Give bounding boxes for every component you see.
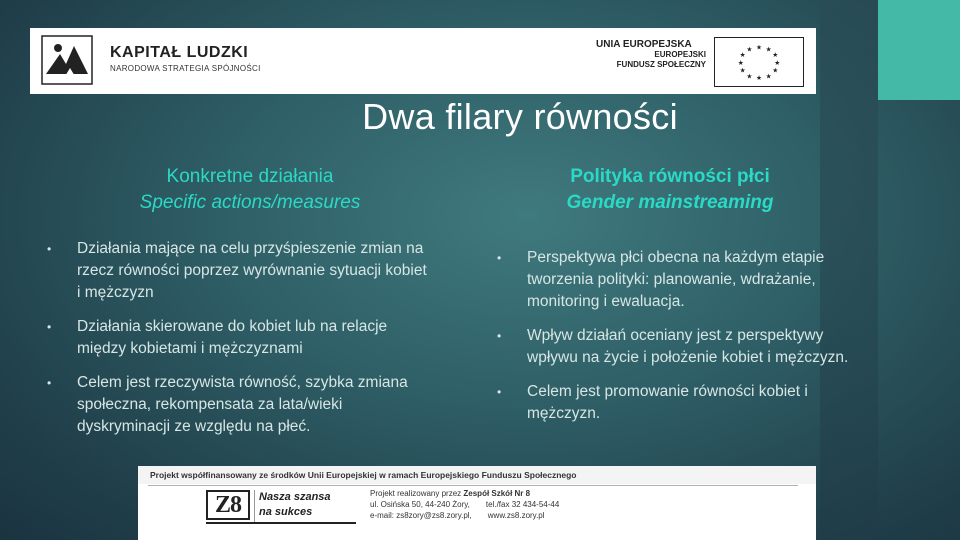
footer-divider [148,485,798,486]
footer-banner [138,466,816,540]
svg-text:★: ★ [765,72,772,81]
slogan-line-1: Nasza szansa [259,491,331,503]
right-bullet-list [497,247,877,437]
bullet-text: Działania skierowane do kobiet lub na relacje między kobietami i mężczyznami [77,318,388,357]
slogan-line-2: na sukces [259,506,313,518]
eu-line-2: EUROPEJSKI [654,50,706,59]
svg-text:★: ★ [739,66,746,75]
list-item [497,381,877,425]
bullet-icon: • [47,376,52,390]
bullet-icon: • [47,242,52,256]
address-row [370,499,800,510]
right-column-heading [470,164,870,216]
bullet-icon: • [497,329,502,343]
svg-text:★: ★ [755,43,763,52]
svg-text:★: ★ [737,58,744,67]
list-item [47,316,427,360]
svg-text:★: ★ [739,51,746,60]
realized-by-label: Projekt realizowany przez [370,489,462,498]
bullet-text: Wpływ działań oceniany jest z perspektywy wpływu na życie i położenie kobiet i mężczyzn. [527,327,849,366]
kapital-ludzki-logo-icon [40,34,94,86]
svg-text:★: ★ [772,51,779,60]
kapital-ludzki-subtitle: NARODOWA STRATEGIA SPÓJNOŚCI [110,64,261,73]
bullet-icon: • [47,320,52,334]
project-info [370,488,800,521]
logo-underline [206,522,356,524]
email: e-mail: zs8zory@zs8.zory.pl, [370,511,472,520]
eu-flag-icon [714,37,804,87]
bullet-text: Celem jest promowanie równości kobiet i mężczyzn. [527,383,808,422]
left-column-heading [90,164,410,216]
svg-text:★: ★ [774,58,781,67]
realized-by-row [370,488,800,499]
list-item [497,247,877,313]
bullet-icon: • [497,385,502,399]
eu-line-3: FUNDUSZ SPOŁECZNY [616,60,706,69]
address: ul. Osińska 50, 44-240 Żory, [370,500,470,509]
kapital-ludzki-title: KAPITAŁ LUDZKI [110,44,249,61]
right-heading-pl: Polityka równości płci [570,166,770,187]
bullet-icon: • [497,251,502,265]
left-bullet-list [47,238,427,450]
contact-row [370,510,800,521]
slide-title: Dwa filary równości [362,96,678,137]
eu-label [596,40,706,70]
list-item [47,372,427,438]
school-logo-icon: Z8 [206,490,250,520]
accent-tab [878,0,960,100]
funding-line: Projekt współfinansowany ze środków Unii Europejskiej w ramach Europejskiego Funduszu Społecznego [138,466,816,484]
phone: tel./fax 32 434-54-44 [485,500,560,509]
bullet-text: Celem jest rzeczywista równość, szybka zmiana społeczna, rekompensata za lata/wieki dyskryminacji ze względu na płeć. [77,374,408,435]
bullet-text: Działania mające na celu przyśpieszenie zmian na rzecz równości poprzez wyrównanie sytuacji kobiet i mężczyzn [77,240,427,301]
list-item [47,238,427,304]
eu-line-1: UNIA EUROPEJSKA [596,39,692,50]
right-heading-en: Gender mainstreaming [566,192,774,213]
svg-text:★: ★ [755,74,763,83]
header-banner [30,28,816,94]
left-heading-en: Specific actions/measures [139,192,361,213]
svg-text:★: ★ [746,72,753,81]
slogan [254,490,352,524]
svg-text:★: ★ [772,66,779,75]
realized-by-name: Zespół Szkół Nr 8 [463,489,531,498]
left-heading-pl: Konkretne działania [166,166,334,187]
www: www.zs8.zory.pl [487,511,545,520]
bullet-text: Perspektywa płci obecna na każdym etapie tworzenia polityki: planowanie, wdrażanie, monitoring i ewaluacja. [527,249,825,310]
svg-text:★: ★ [765,45,772,54]
svg-text:★: ★ [746,45,753,54]
list-item [497,325,877,369]
